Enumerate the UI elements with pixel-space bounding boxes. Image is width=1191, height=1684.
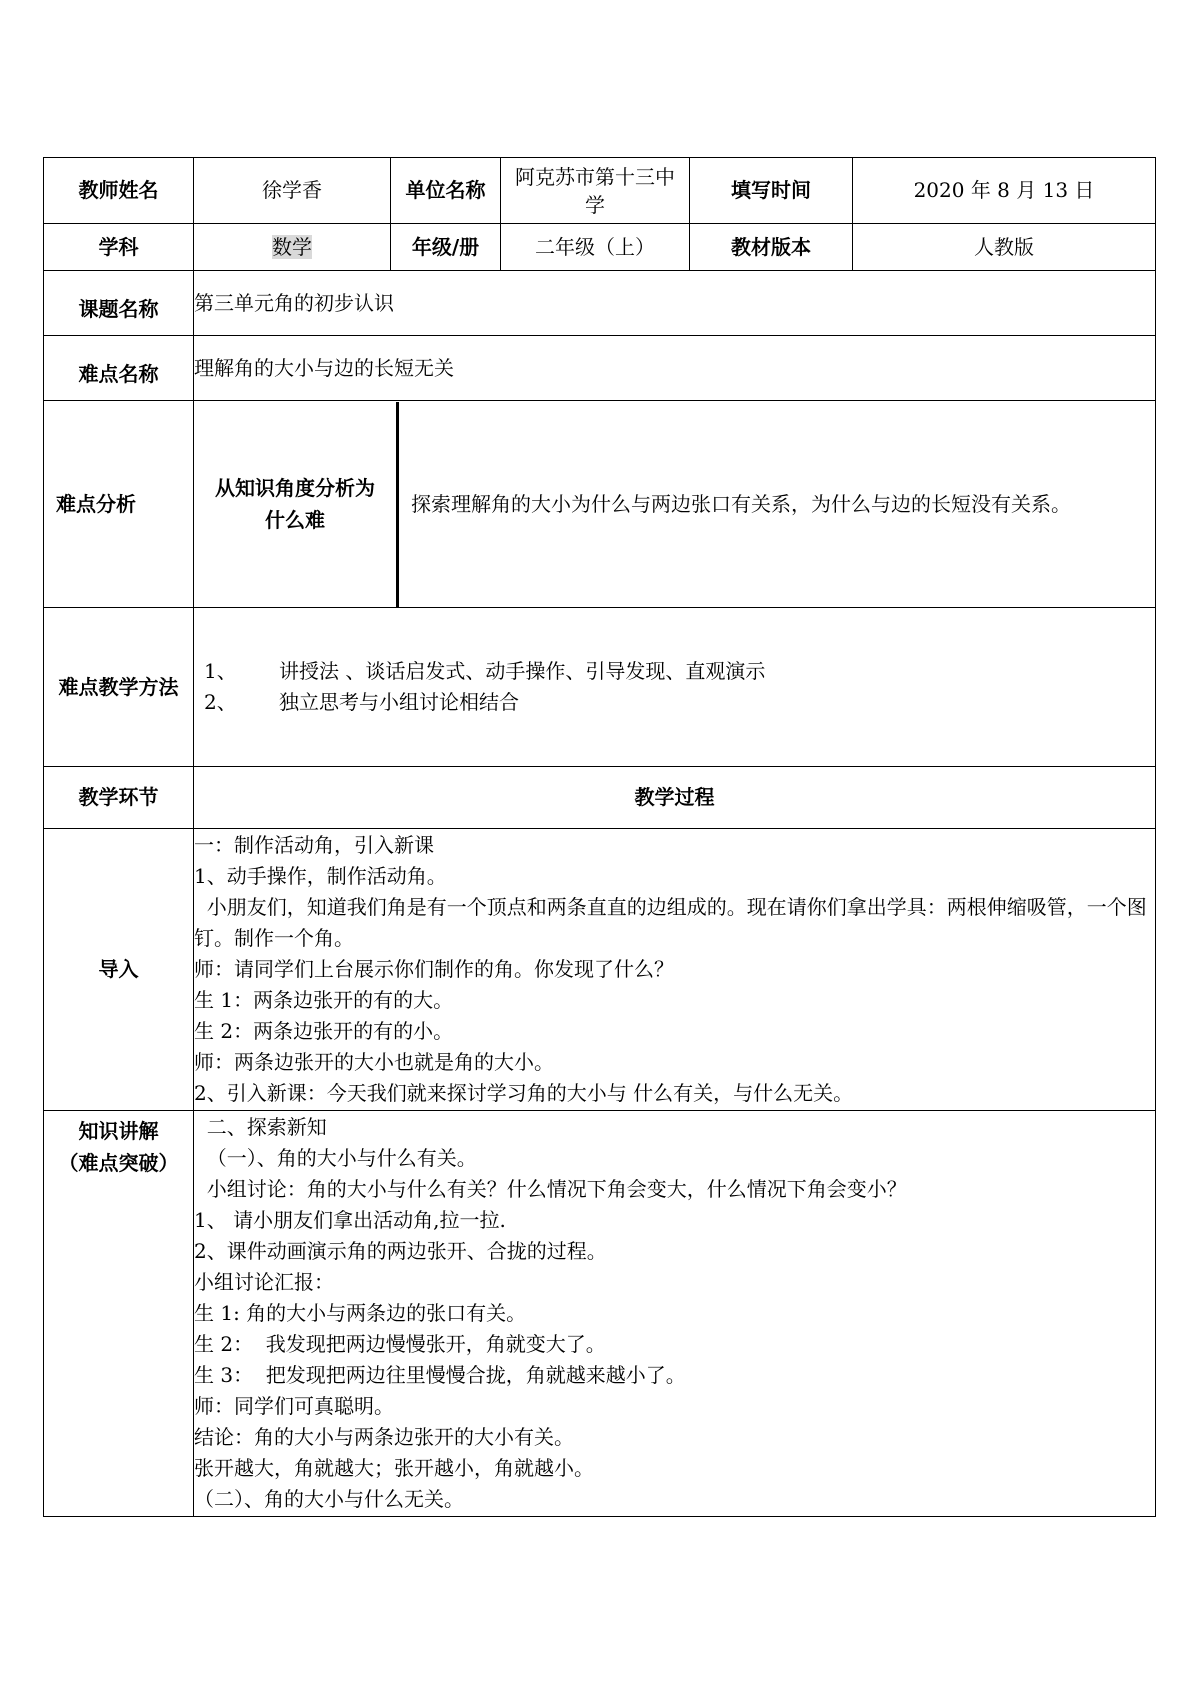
knowledge-line: （二）、角的大小与什么无关。 — [194, 1487, 464, 1511]
knowledge-label-line2: （难点突破） — [58, 1151, 179, 1175]
difficulty-row — [44, 336, 1156, 401]
intro-row — [44, 829, 1156, 1111]
knowledge-row — [44, 1111, 1156, 1517]
method-item — [204, 687, 1145, 718]
method-text: 讲授法 、谈话启发式、动手操作、引导发现、直观演示 — [279, 659, 766, 683]
teacher-name: 徐学香 — [194, 158, 391, 224]
grade-value: 二年级（上） — [501, 224, 690, 271]
analysis-value: 探索理解角的大小为什么与两边张口有关系，为什么与边的长短没有关系。 — [411, 492, 1071, 516]
method-text: 独立思考与小组讨论相结合 — [279, 690, 519, 714]
method-item — [204, 656, 1145, 687]
header-row-1 — [44, 158, 1156, 224]
method-number: 1、 — [204, 659, 237, 683]
intro-line: 师：两条边张开的大小也就是角的大小。 — [194, 1050, 554, 1074]
teacher-label: 教师姓名 — [44, 158, 194, 224]
knowledge-line: 2、课件动画演示角的两边张开、合拢的过程。 — [194, 1239, 607, 1263]
analysis-cell — [194, 401, 1156, 608]
edition-value: 人教版 — [853, 224, 1156, 271]
process-header-row — [44, 767, 1156, 829]
intro-content — [194, 829, 1156, 1111]
knowledge-line: （一）、角的大小与什么有关。 — [194, 1146, 477, 1170]
difficulty-label: 难点名称 — [44, 336, 194, 401]
methods-cell — [194, 608, 1156, 767]
analysis-label: 难点分析 — [44, 401, 194, 608]
subject-label: 学科 — [44, 224, 194, 271]
intro-line: 一：制作活动角，引入新课 — [194, 833, 434, 857]
knowledge-line: 小组讨论汇报： — [194, 1270, 334, 1294]
intro-line: 2、引入新课：今天我们就来探讨学习角的大小与 什么有关，与什么无关。 — [194, 1081, 854, 1105]
lesson-plan-table — [43, 157, 1156, 1517]
knowledge-line: 二、探索新知 — [194, 1115, 327, 1139]
methods-label: 难点教学方法 — [44, 608, 194, 767]
difficulty-value: 理解角的大小与边的长短无关 — [194, 336, 1156, 401]
header-row-2 — [44, 224, 1156, 271]
topic-label: 课题名称 — [44, 271, 194, 336]
unit-label: 单位名称 — [391, 158, 501, 224]
knowledge-line: 师：同学们可真聪明。 — [194, 1394, 394, 1418]
method-number: 2、 — [204, 690, 237, 714]
unit-name: 阿克苏市第十三中学 — [501, 158, 690, 224]
fill-time: 2020 年 8 月 13 日 — [853, 158, 1156, 224]
edition-label: 教材版本 — [690, 224, 853, 271]
stage-header: 教学环节 — [44, 767, 194, 829]
knowledge-content — [194, 1111, 1156, 1517]
topic-value: 第三单元角的初步认识 — [194, 271, 1156, 336]
fill-time-label: 填写时间 — [690, 158, 853, 224]
knowledge-line: 张开越大，角就越大；张开越小，角就越小。 — [194, 1456, 594, 1480]
knowledge-line: 生 2： 我发现把两边慢慢张开，角就变大了。 — [194, 1332, 606, 1356]
knowledge-line: 结论：角的大小与两条边张开的大小有关。 — [194, 1425, 574, 1449]
knowledge-line: 1、 请小朋友们拿出活动角,拉一拉. — [194, 1208, 506, 1232]
intro-line: 1、动手操作，制作活动角。 — [194, 864, 447, 888]
topic-row — [44, 271, 1156, 336]
intro-label: 导入 — [44, 829, 194, 1111]
analysis-sub-label: 从知识角度分析为什么难 — [194, 402, 399, 607]
process-header: 教学过程 — [194, 767, 1156, 829]
intro-line: 师：请同学们上台展示你们制作的角。你发现了什么？ — [194, 957, 674, 981]
intro-line: 生 1：两条边张开的有的大。 — [194, 988, 454, 1012]
grade-label: 年级/册 — [391, 224, 501, 271]
analysis-row — [44, 401, 1156, 608]
subject-value: 数学 — [272, 234, 312, 259]
knowledge-label — [44, 1111, 194, 1517]
intro-line: 小朋友们，知道我们角是有一个顶点和两条直直的边组成的。现在请你们拿出学具：两根伸缩吸管，一个图钉。制作一个角。 — [194, 895, 1147, 950]
intro-line: 生 2：两条边张开的有的小。 — [194, 1019, 454, 1043]
methods-row — [44, 608, 1156, 767]
knowledge-line: 小组讨论：角的大小与什么有关？什么情况下角会变大，什么情况下角会变小？ — [194, 1177, 907, 1201]
subject-cell — [194, 224, 391, 271]
knowledge-line: 生 1: 角的大小与两条边的张口有关。 — [194, 1301, 527, 1325]
knowledge-line: 生 3： 把发现把两边往里慢慢合拢，角就越来越小了。 — [194, 1363, 686, 1387]
knowledge-label-line1: 知识讲解 — [78, 1119, 159, 1143]
